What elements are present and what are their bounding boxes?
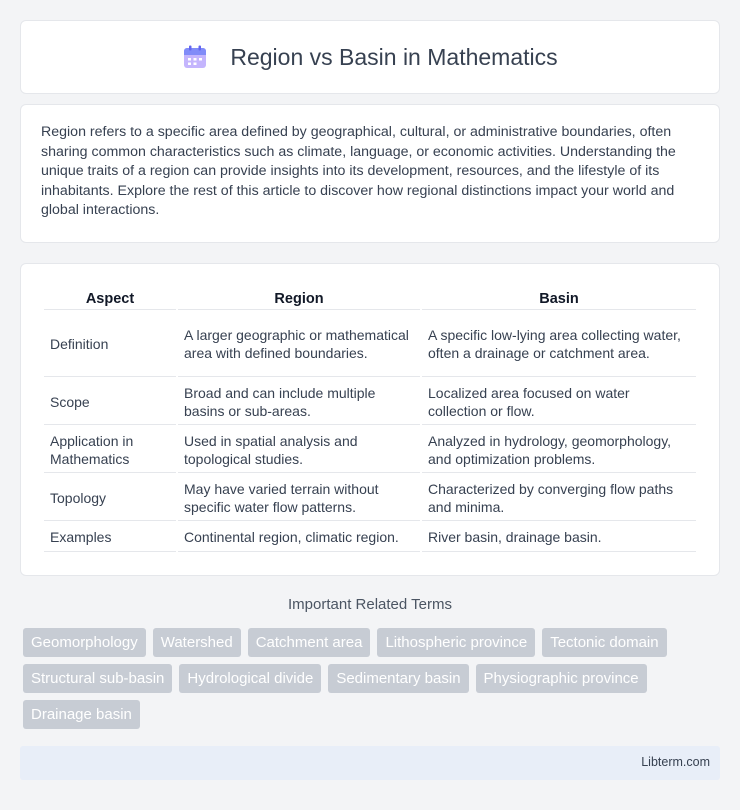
table-cell: Scope — [44, 379, 176, 425]
term-tag[interactable]: Hydrological divide — [179, 664, 321, 693]
table-cell: River basin, drainage basin. — [422, 523, 696, 552]
table-cell: Localized area focused on water collection or flow. — [422, 379, 696, 425]
intro-paragraph: Region refers to a specific area defined by geographical, cultural, or administrative boundaries, often sharing common characteristics such as climate, language, or economic activities. Understanding the unique traits of a region can provide insights into its development, resources, and the lifestyle of its inhabitants. Explore the rest of this article to discover how regional distinctions impact your world and global interactions. — [41, 124, 676, 218]
table-header-row — [44, 286, 696, 310]
term-tag[interactable]: Catchment area — [248, 628, 371, 657]
table-row — [44, 523, 696, 552]
table-row — [44, 379, 696, 425]
related-terms-list — [23, 628, 723, 729]
comparison-table — [42, 284, 698, 554]
table-cell: Characterized by converging flow paths and minima. — [422, 475, 696, 521]
page-title: Region vs Basin in Mathematics — [230, 43, 558, 70]
term-tag[interactable]: Sedimentary basin — [328, 664, 468, 693]
table-cell: Topology — [44, 475, 176, 521]
table-row — [44, 475, 696, 521]
intro-section — [20, 104, 720, 243]
column-header: Aspect — [44, 286, 176, 310]
table-cell: May have varied terrain without specific water flow patterns. — [178, 475, 420, 521]
page-header — [20, 20, 720, 94]
term-tag[interactable]: Watershed — [153, 628, 241, 657]
table-row — [44, 427, 696, 473]
table-cell: Examples — [44, 523, 176, 552]
comparison-section — [20, 263, 720, 576]
table-cell: Analyzed in hydrology, geomorphology, and optimization problems. — [422, 427, 696, 473]
column-header: Region — [178, 286, 420, 310]
footer-link[interactable]: Libterm.com — [641, 755, 710, 769]
footer — [20, 746, 720, 780]
table-cell: Used in spatial analysis and topological studies. — [178, 427, 420, 473]
table-cell: Continental region, climatic region. — [178, 523, 420, 552]
table-cell: A specific low-lying area collecting water, often a drainage or catchment area. — [422, 312, 696, 377]
term-tag[interactable]: Tectonic domain — [542, 628, 666, 657]
table-cell: Application in Mathematics — [44, 427, 176, 473]
column-header: Basin — [422, 286, 696, 310]
table-row — [44, 312, 696, 377]
term-tag[interactable]: Physiographic province — [476, 664, 647, 693]
term-tag[interactable]: Lithospheric province — [377, 628, 535, 657]
related-terms-title: Important Related Terms — [288, 596, 452, 613]
calendar-icon — [182, 44, 208, 70]
term-tag[interactable]: Geomorphology — [23, 628, 146, 657]
table-cell: A larger geographic or mathematical area with defined boundaries. — [178, 312, 420, 377]
term-tag[interactable]: Drainage basin — [23, 700, 140, 729]
term-tag[interactable]: Structural sub-basin — [23, 664, 172, 693]
table-cell: Broad and can include multiple basins or sub-areas. — [178, 379, 420, 425]
table-cell: Definition — [44, 312, 176, 377]
